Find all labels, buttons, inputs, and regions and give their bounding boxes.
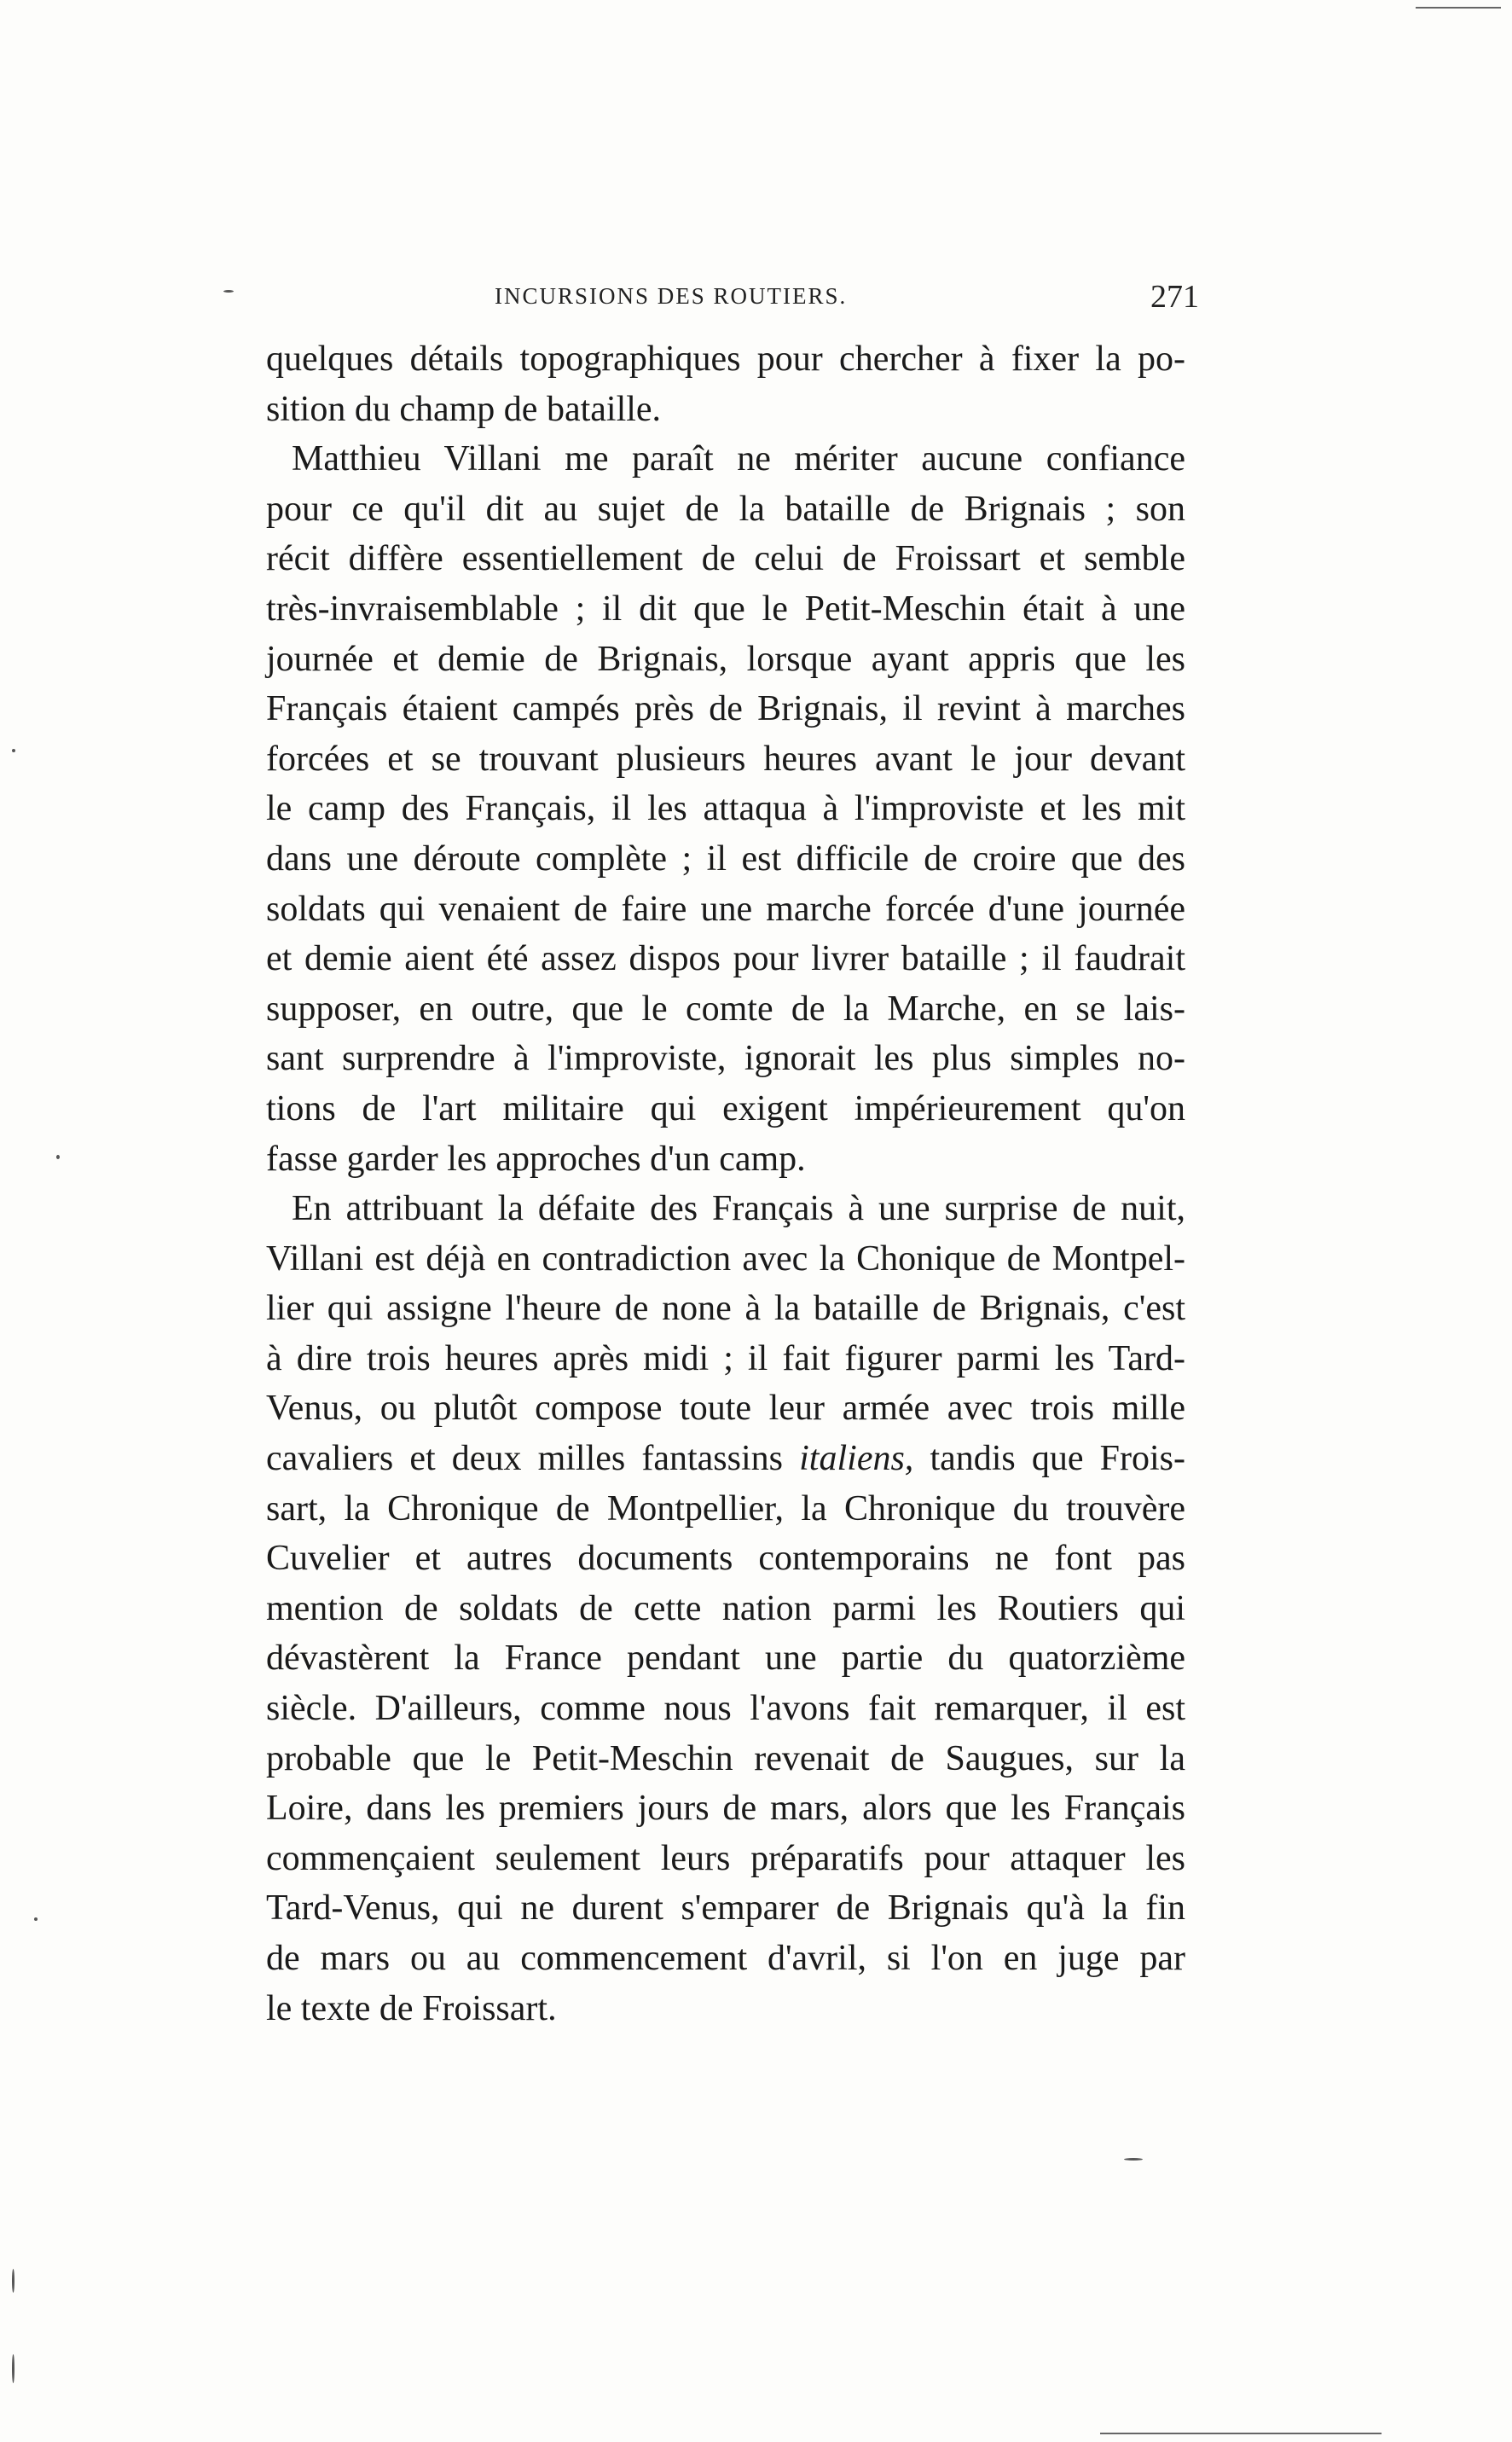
- text-line: mention de soldats de cette nation parmi les Routiers qui: [266, 1588, 1185, 1628]
- text-line: Villani est déjà en contradiction avec la Chonique de Montpel-: [266, 1238, 1185, 1279]
- text-line: Loire, dans les premiers jours de mars, alors que les Français: [266, 1789, 1185, 1829]
- body-text: [266, 334, 1185, 2033]
- text-line: En attribuant la défaite des Français à une surprise de nuit,: [292, 1189, 1185, 1229]
- text-line: Cuvelier et autres documents contemporains ne font pas: [266, 1539, 1185, 1579]
- text-line: lier qui assigne l'heure de none à la bataille de Brignais, c'est: [266, 1289, 1185, 1329]
- text-line: de mars ou au commencement d'avril, si l'on en juge par: [266, 1939, 1185, 1978]
- text-line: Français étaient campés près de Brignais, il revint à marches: [266, 689, 1185, 729]
- text-line: siècle. D'ailleurs, comme nous l'avons fait remarquer, il est: [266, 1689, 1185, 1729]
- text-line: probable que le Petit-Meschin revenait de Saugues, sur la: [266, 1738, 1185, 1778]
- text-line: soldats qui venaient de faire une marche forcée d'une journée: [266, 889, 1185, 929]
- text-segment: cavaliers et deux milles fantassins: [266, 1439, 783, 1479]
- scan-speck: [223, 290, 234, 293]
- text-line: Venus, ou plutôt compose toute leur armée avec trois mille: [266, 1389, 1185, 1429]
- scan-speck: [56, 1155, 60, 1159]
- text-line: le texte de Froissart.: [266, 1988, 557, 2028]
- text-line: très-invraisemblable ; il dit que le Petit-Meschin était à une: [266, 589, 1185, 629]
- text-line: sant surprendre à l'improviste, ignorait les plus simples no-: [266, 1039, 1185, 1079]
- text-line: dévastèrent la France pendant une partie du quatorzième: [266, 1639, 1185, 1679]
- scan-speck: [12, 2269, 14, 2293]
- text-line: pour ce qu'il dit au sujet de la bataille de Brignais ; son: [266, 489, 1185, 529]
- scan-edge-line: [1100, 2433, 1382, 2434]
- scan-speck: [1124, 2158, 1143, 2161]
- text-line: récit diffère essentiellement de celui de Froissart et semble: [266, 539, 1185, 579]
- text-line: commençaient seulement leurs préparatifs pour attaquer les: [266, 1838, 1185, 1878]
- text-line: et demie aient été assez dispos pour livrer bataille ; il faudrait: [266, 939, 1185, 979]
- text-line: supposer, en outre, que le comte de la Marche, en se lais-: [266, 989, 1185, 1029]
- page-number: 271: [1150, 279, 1199, 315]
- text-line: quelques détails topographiques pour chercher à fixer la po-: [266, 339, 1185, 379]
- text-line: sart, la Chronique de Montpellier, la Chronique du trouvère: [266, 1488, 1185, 1528]
- running-title: INCURSIONS DES ROUTIERS.: [495, 283, 848, 309]
- text-line: tions de l'art militaire qui exigent impérieurement qu'on: [266, 1088, 1185, 1128]
- text-line: Matthieu Villani me paraît ne mériter aucune confiance: [292, 439, 1185, 479]
- page-header: [256, 278, 1199, 321]
- text-segment: tandis que Frois-: [930, 1439, 1186, 1479]
- text-line: le camp des Français, il les attaqua à l'improviste et les mit: [266, 789, 1185, 829]
- scan-speck: [12, 749, 15, 752]
- text-line: [266, 1434, 1185, 1484]
- scan-speck: [12, 2354, 14, 2383]
- scan-speck: [34, 1917, 38, 1921]
- text-line: dans une déroute complète ; il est difficile de croire que des: [266, 838, 1185, 879]
- text-line: forcées et se trouvant plusieurs heures avant le jour devant: [266, 739, 1185, 779]
- text-line: journée et demie de Brignais, lorsque ayant appris que les: [266, 639, 1185, 679]
- text-line: fasse garder les approches d'un camp.: [266, 1139, 806, 1179]
- italic-word: italiens,: [799, 1439, 914, 1479]
- scan-edge-line: [1416, 7, 1501, 9]
- text-line: à dire trois heures après midi ; il fait figurer parmi les Tard-: [266, 1338, 1185, 1378]
- text-line: sition du champ de bataille.: [266, 389, 662, 429]
- text-line: Tard-Venus, qui ne durent s'emparer de Brignais qu'à la fin: [266, 1888, 1185, 1929]
